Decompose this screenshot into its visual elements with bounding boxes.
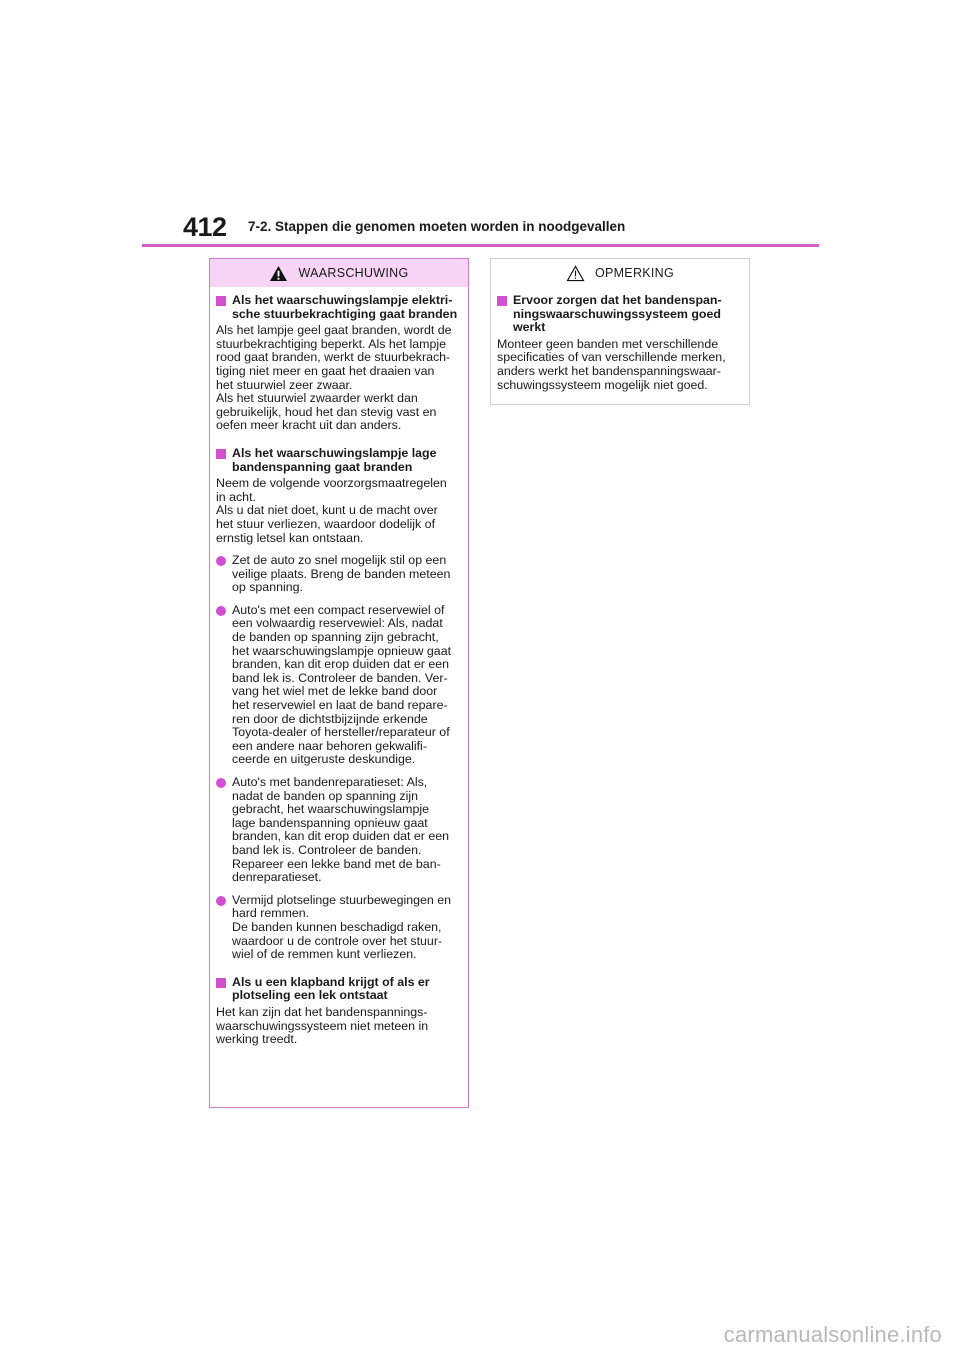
section-text: Neem de volgende voorzorgsmaatregelen in acht. Als u dat niet doet, kunt u de macht over het stuur verliezen, waardoor dodelijk of ernstig letsel kan ontstaan. — [216, 476, 447, 545]
list-item-text: Vermijd plotselinge stuurbewegingen en hard remmen. De banden kunnen beschadigd raken, waardoor u de controle over het stuur- wiel of de remmen kunt verliezen. — [232, 892, 452, 962]
note-box — [490, 258, 750, 405]
section-heading-text: Als het waarschuwingslampje lage bandenspanning gaat branden — [232, 445, 437, 474]
warning-body — [210, 287, 468, 1047]
caution-triangle-icon — [566, 265, 585, 282]
section-text: Het kan zijn dat het bandenspannings- waarschuwingssysteem niet meteen in werking treedt. — [216, 1004, 429, 1047]
note-text: Monteer geen banden met verschillende specificaties of van verschillende merken, anders werkt het bandenspanningswaar- schuwingssysteem mogelijk niet goed. — [497, 336, 726, 392]
list-item — [216, 554, 463, 595]
list-item — [216, 604, 463, 767]
header-rule — [142, 244, 819, 247]
section-text: Als het lampje geel gaat branden, wordt de stuurbekrachtiging beperkt. Als het lampje rood gaat branden, werkt de stuurbekrach- tiging niet meer en gaat het draaien van het stuurwiel zeer zwaar. Als het stuurwiel zwaarder werkt dan gebruikelijk, houd het dan stevig vast en oefen meer kracht uit dan anders. — [216, 323, 452, 433]
section-heading — [216, 447, 463, 474]
note-heading-text: Ervoor zorgen dat het bandenspan- ningswaarschuwingssysteem goed werkt — [513, 293, 722, 335]
section-heading-text: Als u een klapband krijgt of als er plotseling een lek ontstaat — [232, 974, 430, 1003]
section-heading — [216, 976, 463, 1003]
note-title: OPMERKING — [594, 266, 675, 280]
list-item — [216, 894, 463, 962]
list-item-text: Auto's met bandenreparatieset: Als, nadat de banden op spanning zijn gebracht, het waarschuwingslampje lage bandenspanning opnieuw gaat branden, kan dit erop duiden dat er een band lek is. Controleer de banden. Repareer een lekke band met de ban- denreparatieset. — [232, 775, 449, 885]
section-heading — [216, 294, 463, 321]
list-item — [216, 776, 463, 885]
warning-header — [210, 259, 468, 287]
note-body — [491, 287, 749, 392]
square-bullet-icon — [216, 449, 226, 459]
square-bullet-icon — [216, 296, 226, 306]
warning-title: WAARSCHUWING — [298, 266, 409, 280]
square-bullet-icon — [216, 978, 226, 988]
warning-triangle-icon — [269, 265, 288, 282]
list-item-text: Auto's met een compact reservewiel of een volwaardig reservewiel: Als, nadat de banden op spanning zijn gebracht, het waarschuwingslampje opnieuw gaat branden, kan dit erop duiden dat er een band lek is. Controleer de banden. Ver- vang het wiel met de lekke band door het reservewiel en laat de band repare- ren door de dichtstbijzijnde erkende Toyota-dealer of hersteller/reparateur of een andere naar behoren gekwalifi- ceerde en uitgeruste deskundige. — [232, 602, 452, 767]
watermark: carmanualsonline.info — [723, 1322, 942, 1347]
section-heading-text: Als het waarschuwingslampje elektri- sche stuurbekrachtiging gaat branden — [232, 293, 458, 321]
circle-bullet-icon — [216, 606, 226, 616]
warning-box — [209, 258, 469, 1108]
note-heading — [497, 294, 744, 335]
circle-bullet-icon — [216, 778, 226, 788]
note-header — [491, 259, 749, 287]
square-bullet-icon — [497, 296, 507, 306]
chapter-title: 7-2. Stappen die genomen moeten worden in noodgevallen — [248, 219, 626, 234]
circle-bullet-icon — [216, 556, 226, 566]
list-item-text: Zet de auto zo snel mogelijk stil op een veilige plaats. Breng de banden meteen op spanning. — [232, 553, 451, 595]
circle-bullet-icon — [216, 896, 226, 906]
page-number: 412 — [183, 212, 227, 242]
